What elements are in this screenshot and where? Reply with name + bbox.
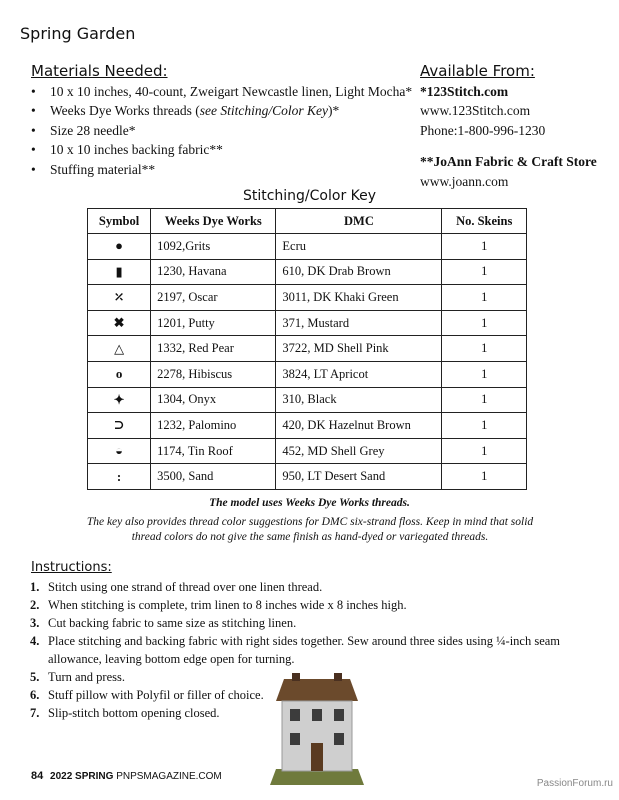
- bullet-icon: •: [31, 142, 36, 158]
- symbol-icon: ⤫: [88, 285, 151, 311]
- window-shape: [334, 709, 344, 721]
- symbol-icon: ●: [88, 234, 151, 260]
- table-row: [88, 413, 527, 439]
- dmc-cell: 420, DK Hazelnut Brown: [276, 413, 442, 439]
- table-row: [88, 361, 527, 387]
- column-header: DMC: [276, 209, 442, 234]
- list-item: • Size 28 needle*: [31, 121, 412, 140]
- wdw-cell: 1332, Red Pear: [151, 336, 276, 362]
- wdw-cell: 1201, Putty: [151, 310, 276, 336]
- wdw-cell: 2197, Oscar: [151, 285, 276, 311]
- model-note: The model uses Weeks Dye Works threads.: [209, 497, 410, 509]
- table-header-row: [88, 209, 527, 234]
- skeins-cell: 1: [442, 438, 527, 464]
- list-item: • 10 x 10 inches backing fabric**: [31, 140, 412, 159]
- dmc-cell: 452, MD Shell Grey: [276, 438, 442, 464]
- supplier-phone: Phone:1-800-996-1230: [420, 122, 546, 138]
- list-item: • Stuffing material**: [31, 160, 412, 179]
- column-header: Weeks Dye Works: [151, 209, 276, 234]
- table-row: [88, 234, 527, 260]
- dmc-cell: 3011, DK Khaki Green: [276, 285, 442, 311]
- symbol-icon: △: [88, 336, 151, 362]
- supplier-info: [420, 82, 597, 191]
- bullet-icon: •: [31, 122, 36, 138]
- list-item: 6. Stuff pillow with Polyfil or filler of choice.: [30, 688, 264, 702]
- window-shape: [290, 709, 300, 721]
- materials-list: [31, 82, 412, 179]
- table-row: [88, 259, 527, 285]
- issue-label: 2022 SPRING: [50, 771, 114, 782]
- available-heading: Available From:: [420, 62, 535, 80]
- roof-slope-shape: [276, 679, 358, 701]
- list-item: • 10 x 10 inches, 40-count, Zweigart Newcastle linen, Light Mocha*: [31, 82, 412, 101]
- dmc-cell: 3824, LT Apricot: [276, 361, 442, 387]
- page-number: 84: [31, 770, 44, 782]
- wdw-cell: 1174, Tin Roof: [151, 438, 276, 464]
- symbol-icon: o: [88, 361, 151, 387]
- column-header: Symbol: [88, 209, 151, 234]
- dmc-cell: 950, LT Desert Sand: [276, 464, 442, 490]
- chimney-shape: [334, 673, 342, 681]
- door-shape: [311, 743, 323, 771]
- skeins-cell: 1: [442, 464, 527, 490]
- dmc-cell: Ecru: [276, 234, 442, 260]
- dmc-cell: 310, Black: [276, 387, 442, 413]
- table-row: [88, 310, 527, 336]
- list-item: 5. Turn and press.: [30, 670, 125, 684]
- skeins-cell: 1: [442, 336, 527, 362]
- window-shape: [312, 709, 322, 721]
- symbol-icon: ✦: [88, 387, 151, 413]
- list-item: 7. Slip-stitch bottom opening closed.: [30, 706, 220, 720]
- skeins-cell: 1: [442, 387, 527, 413]
- instructions-heading: Instructions:: [31, 560, 112, 575]
- list-item: 1. Stitch using one strand of thread over one linen thread.: [30, 580, 323, 594]
- key-note: The key also provides thread color suggestions for DMC six-strand floss. Keep in mind that solid thread colors do not give the same finish as hand-dyed or variegated threads.: [86, 516, 534, 543]
- color-key-table: [87, 208, 527, 490]
- table-row: [88, 387, 527, 413]
- table-row: [88, 336, 527, 362]
- key-heading: Stitching/Color Key: [242, 188, 377, 204]
- skeins-cell: 1: [442, 361, 527, 387]
- watermark: PassionForum.ru: [536, 778, 613, 789]
- dmc-cell: 3722, MD Shell Pink: [276, 336, 442, 362]
- symbol-icon: ◒: [88, 438, 151, 464]
- wdw-cell: 1230, Havana: [151, 259, 276, 285]
- skeins-cell: 1: [442, 259, 527, 285]
- table-row: [88, 438, 527, 464]
- bullet-icon: •: [31, 84, 36, 99]
- house-pillow-image: [262, 673, 372, 793]
- symbol-icon: ⊃: [88, 413, 151, 439]
- dmc-cell: 371, Mustard: [276, 310, 442, 336]
- bullet-icon: •: [31, 161, 36, 177]
- skeins-cell: 1: [442, 285, 527, 311]
- wdw-cell: 1232, Palomino: [151, 413, 276, 439]
- symbol-icon: ✖: [88, 310, 151, 336]
- supplier-url[interactable]: www.123Stitch.com: [420, 103, 531, 119]
- window-shape: [334, 733, 344, 745]
- list-item: 3. Cut backing fabric to same size as stitching linen.: [30, 616, 297, 630]
- page-title: Spring Garden: [20, 24, 136, 43]
- column-header: No. Skeins: [442, 209, 527, 234]
- list-item: • Weeks Dye Works threads (see Stitching/Color Key)*: [31, 101, 412, 120]
- page-footer: [31, 770, 222, 782]
- supplier-name: **JoAnn Fabric & Craft Store: [420, 154, 597, 170]
- window-shape: [290, 733, 300, 745]
- wdw-cell: 1304, Onyx: [151, 387, 276, 413]
- dmc-cell: 610, DK Drab Brown: [276, 259, 442, 285]
- wdw-cell: 1092,Grits: [151, 234, 276, 260]
- symbol-icon: :: [88, 464, 151, 490]
- magazine-site: PNPSMAGAZINE.COM: [116, 771, 222, 782]
- skeins-cell: 1: [442, 310, 527, 336]
- list-item: 2. When stitching is complete, trim linen to 8 inches wide x 8 inches high.: [30, 598, 407, 612]
- wdw-cell: 2278, Hibiscus: [151, 361, 276, 387]
- supplier-url[interactable]: www.joann.com: [420, 173, 509, 189]
- symbol-icon: ▮: [88, 259, 151, 285]
- materials-heading: Materials Needed:: [31, 62, 168, 80]
- bullet-icon: •: [31, 103, 36, 119]
- skeins-cell: 1: [442, 234, 527, 260]
- table-row: [88, 285, 527, 311]
- list-item: 4. Place stitching and backing fabric with right sides together. Sew around three sides using ¼-inch seam allowance, leaving bottom edge open for turning.: [30, 634, 561, 666]
- chimney-shape: [292, 673, 300, 681]
- wdw-cell: 3500, Sand: [151, 464, 276, 490]
- skeins-cell: 1: [442, 413, 527, 439]
- supplier-name: *123Stitch.com: [420, 84, 509, 99]
- table-row: [88, 464, 527, 490]
